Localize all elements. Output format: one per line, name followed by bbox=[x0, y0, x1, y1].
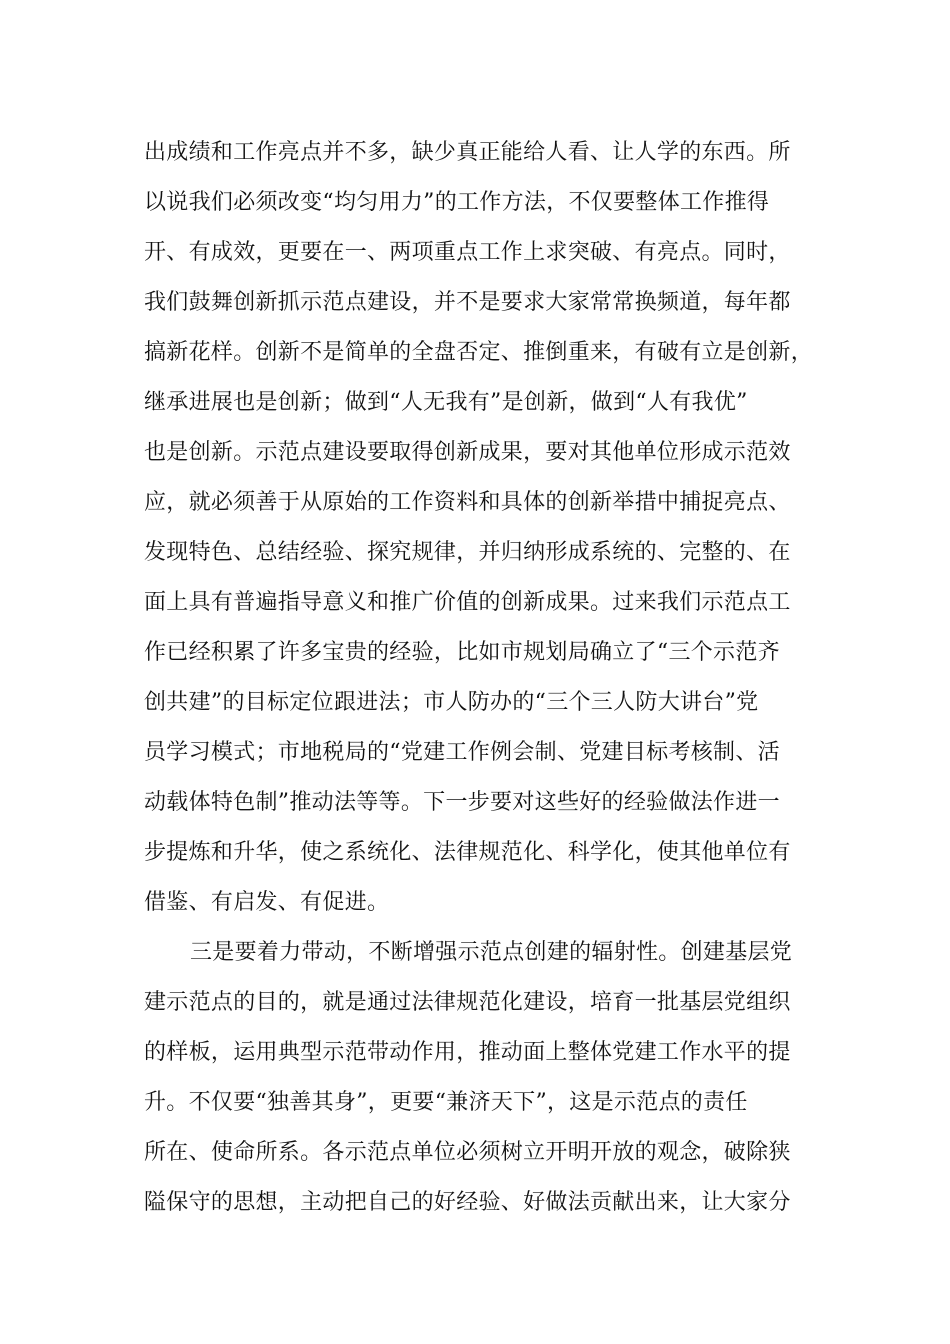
text-line: 也是创新。示范点建设要取得创新成果，要对其他单位形成示范效 bbox=[144, 440, 791, 465]
text-line: 建示范点的目的，就是通过法律规范化建设，培育一批基层党组织 bbox=[144, 990, 791, 1015]
text-line: 我们鼓舞创新抓示范点建设，并不是要求大家常常换频道，每年都 bbox=[144, 290, 791, 315]
text-line: 动载体特色制”推动法等等。下一步要对这些好的经验做法作进一 bbox=[144, 790, 780, 815]
body-text bbox=[144, 128, 844, 1228]
text-line: 继承进展也是创新；做到“人无我有”是创新，做到“人有我优” bbox=[144, 390, 748, 415]
text-line: 创共建”的目标定位跟进法；市人防办的“三个三人防大讲台”党 bbox=[144, 690, 759, 715]
text-line: 发现特色、总结经验、探究规律，并归纳形成系统的、完整的、在 bbox=[144, 540, 791, 565]
text-line: 作已经积累了许多宝贵的经验，比如市规划局确立了“三个示范齐 bbox=[144, 640, 780, 665]
text-line: 隘保守的思想，主动把自己的好经验、好做法贡献出来，让大家分 bbox=[144, 1190, 791, 1215]
text-line: 员学习模式；市地税局的“党建工作例会制、党建目标考核制、活 bbox=[144, 740, 780, 765]
text-line: 的样板，运用典型示范带动作用，推动面上整体党建工作水平的提 bbox=[144, 1040, 791, 1065]
text-line: 搞新花样。创新不是简单的全盘否定、推倒重来，有破有立是创新， bbox=[144, 340, 814, 365]
text-line: 面上具有普遍指导意义和推广价值的创新成果。过来我们示范点工 bbox=[144, 590, 791, 615]
text-line: 步提炼和升华，使之系统化、法律规范化、科学化，使其他单位有 bbox=[144, 840, 791, 865]
paragraph-first-line: 三是要着力带动，不断增强示范点创建的辐射性。创建基层党 bbox=[190, 940, 793, 965]
text-line: 应，就必须善于从原始的工作资料和具体的创新举措中捕捉亮点、 bbox=[144, 490, 791, 515]
text-line: 升。不仅要“独善其身”，更要“兼济天下”，这是示范点的责任 bbox=[144, 1090, 748, 1115]
text-line: 以说我们必须改变“均匀用力”的工作方法，不仅要整体工作推得 bbox=[144, 190, 770, 215]
text-line: 借鉴、有启发、有促进。 bbox=[144, 890, 390, 915]
text-line: 出成绩和工作亮点并不多，缺少真正能给人看、让人学的东西。所 bbox=[144, 140, 791, 165]
text-line: 所在、使命所系。各示范点单位必须树立开明开放的观念，破除狭 bbox=[144, 1140, 791, 1165]
text-line: 开、有成效，更要在一、两项重点工作上求突破、有亮点。同时， bbox=[144, 240, 791, 265]
